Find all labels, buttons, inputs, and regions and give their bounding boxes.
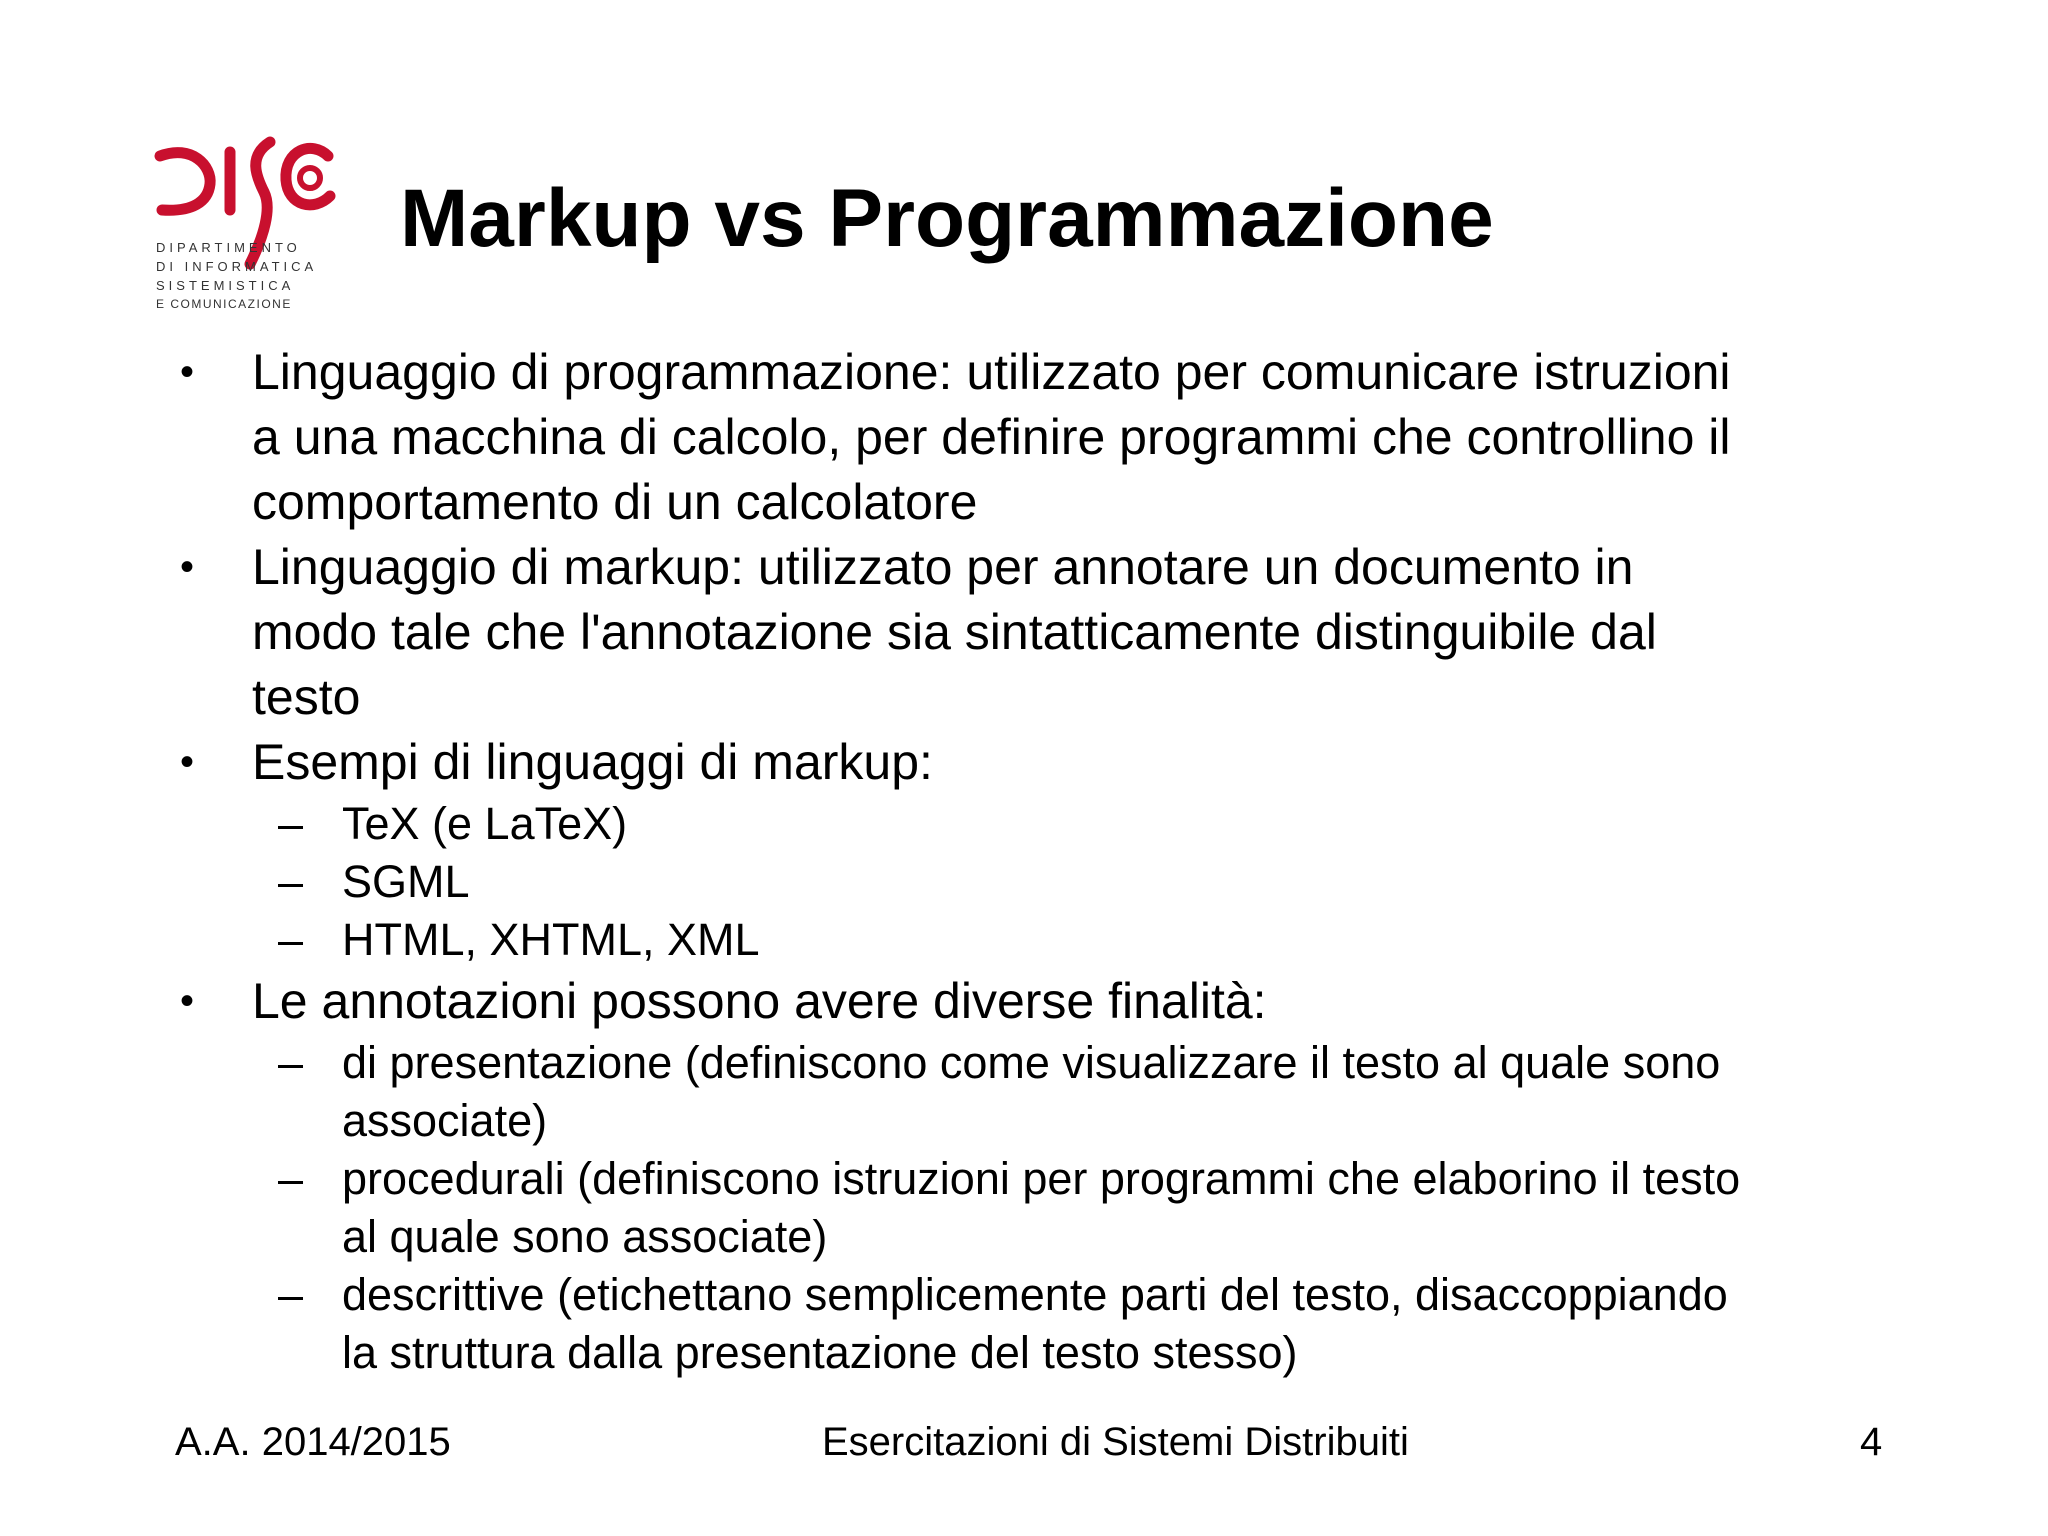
bullet-marker: • [180,545,195,589]
bullet-item [172,535,1892,730]
sub-item-line: associate) [342,1095,548,1146]
sub-item-line: al quale sono associate) [342,1211,828,1262]
sub-item [172,1266,1892,1382]
sub-item [172,1034,1892,1150]
bullet-line: modo tale che l'annotazione sia sintatticamente distinguibile dal [252,604,1657,660]
logo-line-3: SISTEMISTICA [156,278,295,293]
sub-item [172,853,1892,911]
sub-item-line: TeX (e LaTeX) [342,798,628,849]
sub-item [172,1150,1892,1266]
slide-title: Markup vs Programmazione [400,173,1494,264]
bullet-line: Linguaggio di markup: utilizzato per annotare un documento in [252,539,1634,595]
disco-logo [152,136,342,316]
disco-logo-icon [152,136,342,316]
sub-item-line: procedurali (definiscono istruzioni per programmi che elaborino il testo [342,1153,1741,1204]
sub-item-line: HTML, XHTML, XML [342,914,760,965]
bullet-line: a una macchina di calcolo, per definire programmi che controllino il [252,409,1731,465]
sub-item [172,911,1892,969]
footer-course-title: Esercitazioni di Sistemi Distribuiti [822,1420,1409,1464]
dash-marker: – [278,1153,304,1204]
logo-line-2: DI INFORMATICA [156,259,318,274]
sub-item-line: descrittive (etichettano semplicemente parti del testo, disaccoppiando [342,1269,1728,1320]
bullet-marker: • [180,350,195,394]
dash-marker: – [278,798,304,849]
bullet-line: Linguaggio di programmazione: utilizzato per comunicare istruzioni [252,344,1731,400]
footer-academic-year: A.A. 2014/2015 [175,1420,451,1464]
sub-item-line: SGML [342,856,470,907]
bullet-line: Esempi di linguaggi di markup: [252,734,933,790]
bullet-line: comportamento di un calcolatore [252,474,978,530]
dash-marker: – [278,856,304,907]
dash-marker: – [278,1269,304,1320]
logo-line-4: E COMUNICAZIONE [156,297,292,311]
dash-marker: – [278,914,304,965]
sub-item-line: di presentazione (definiscono come visualizzare il testo al quale sono [342,1037,1721,1088]
bullet-item [172,340,1892,535]
bullet-item [172,969,1892,1034]
logo-line-1: DIPARTIMENTO [156,240,301,255]
sub-item [172,795,1892,853]
dash-marker: – [278,1037,304,1088]
slide-content [172,340,1892,1382]
bullet-line: Le annotazioni possono avere diverse finalità: [252,973,1267,1029]
bullet-line: testo [252,669,361,725]
sub-item-line: la struttura dalla presentazione del testo stesso) [342,1327,1298,1378]
page-number: 4 [1860,1420,1883,1464]
bullet-marker: • [180,979,195,1023]
bullet-item [172,730,1892,795]
bullet-marker: • [180,740,195,784]
